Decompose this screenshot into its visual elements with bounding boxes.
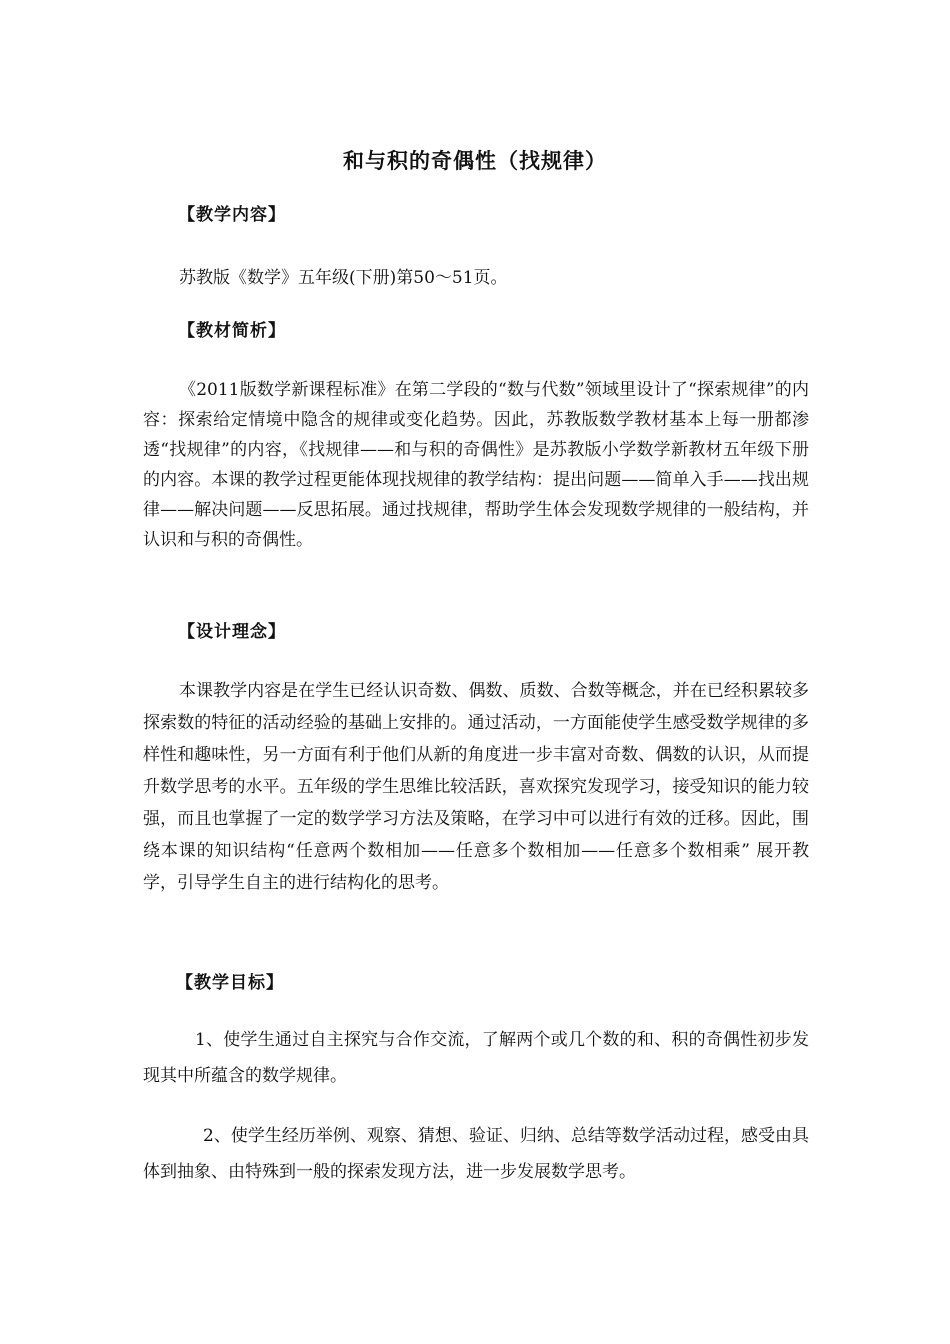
section-text-content: 苏教版《数学》五年级(下册)第50～51页。 (179, 268, 508, 288)
objective-item-1: 1、使学生通过自主探究与合作交流，了解两个或几个数的和、积的奇偶性初步发现其中所蕴含的数学规律。 (143, 1030, 809, 1086)
document-title: 和与积的奇偶性（找规律） (343, 149, 607, 173)
section-heading-concept: 【设计理念】 (178, 622, 286, 642)
section-text-concept: 本课教学内容是在学生已经认识奇数、偶数、质数、合数等概念，并在已经积累较多探索数的特征的活动经验的基础上安排的。通过活动，一方面能使学生感受数学规律的多样性和趣味性，另一方面有利于他们从新的角度进一步丰富对奇数、偶数的认识，从而提升数学思考的水平。五年级的学生思维比较活跃，喜欢探究发现学习，接受知识的能力较强，而且也掌握了一定的数学学习方法及策略，在学习中可以进行有效的迁移。因此，围绕本课的知识结构“任意两个数相加——任意多个数相加——任意多个数相乘” 展开教学，引导学生自主的进行结构化的思考。 (143, 681, 809, 893)
section-heading-analysis: 【教材简析】 (178, 321, 286, 341)
section-heading-content: 【教学内容】 (178, 205, 286, 225)
section-heading-objectives: 【教学目标】 (176, 973, 284, 993)
section-text-analysis: 《2011版数学新课程标准》在第二学段的“数与代数”领域里设计了“探索规律”的内容：探索给定情境中隐含的规律或变化趋势。因此，苏教版数学教材基本上每一册都渗透“找规律”的内容，《找规律——和与积的奇偶性》是苏教版小学数学新教材五年级下册的内容。本课的教学过程更能体现找规律的教学结构：提出问题——简单入手——找出规律——解决问题——反思拓展。通过找规律，帮助学生体会发现数学规律的一般结构，并认识和与积的奇偶性。 (143, 380, 809, 550)
objective-item-2: 2、使学生经历举例、观察、猜想、验证、归纳、总结等数学活动过程，感受由具体到抽象、由特殊到一般的探索发现方法，进一步发展数学思考。 (143, 1126, 809, 1182)
